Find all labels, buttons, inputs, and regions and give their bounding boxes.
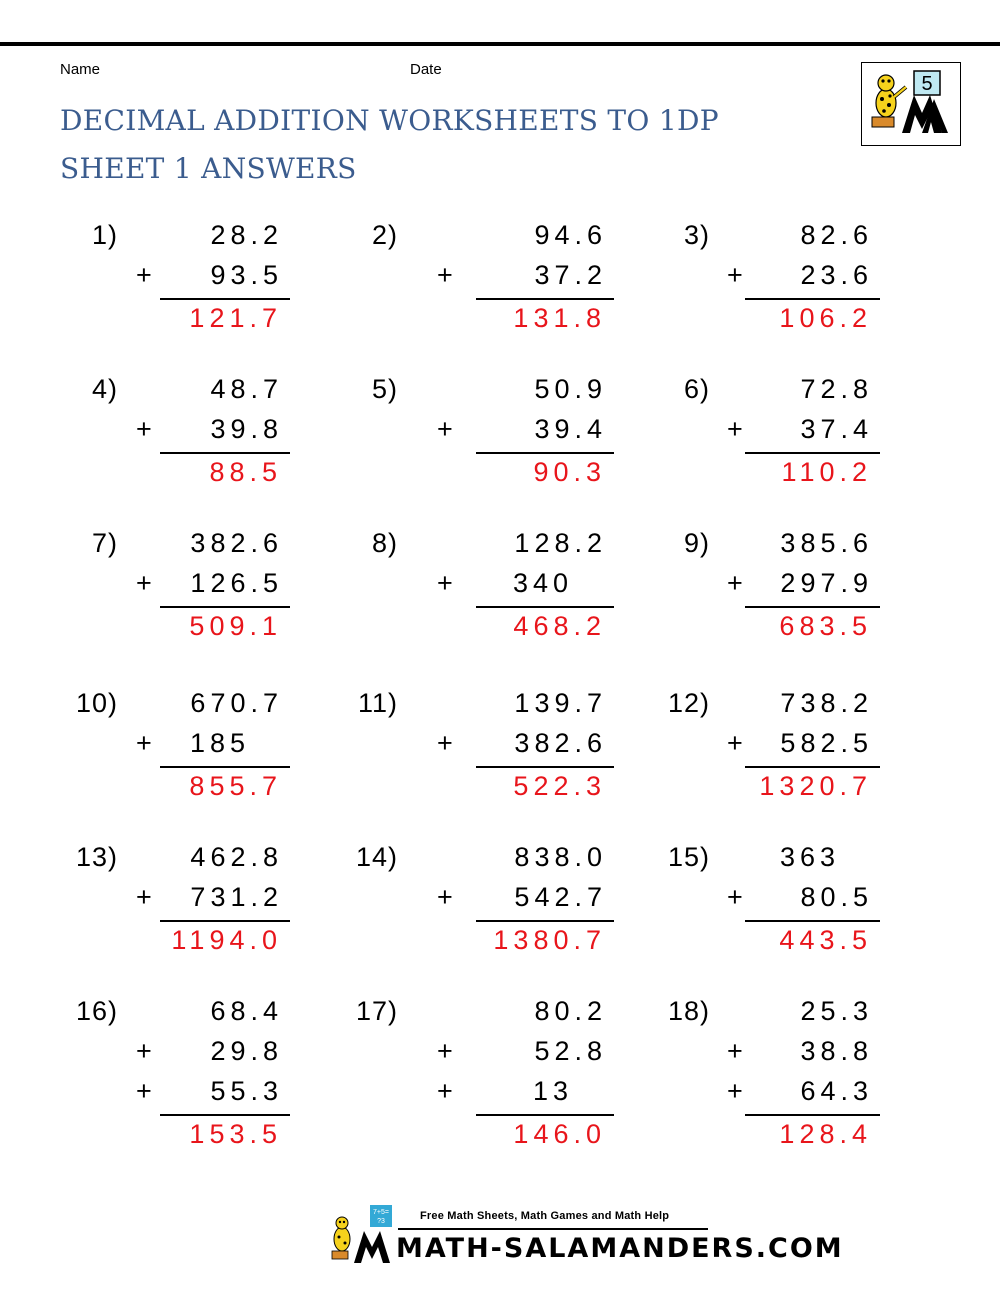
plus-sign: + — [437, 1076, 453, 1106]
footer-tagline: Free Math Sheets, Math Games and Math Help — [420, 1210, 670, 1222]
addend: 39.8 — [210, 414, 283, 444]
answer-rule — [476, 766, 614, 768]
problem-number: 11) — [357, 688, 398, 718]
salamander-logo-icon — [862, 63, 959, 144]
answer: 128.4 — [779, 1119, 872, 1149]
problem-number: 16) — [75, 996, 118, 1026]
answer: 468.2 — [513, 611, 606, 641]
worksheet-subtitle: SHEET 1 ANSWERS — [60, 152, 357, 185]
answer: 1320.7 — [759, 771, 872, 801]
plus-sign: + — [136, 882, 152, 912]
footer-logo — [326, 1203, 398, 1265]
addend: 838.0 — [514, 842, 607, 872]
problem-number: 13) — [75, 842, 118, 872]
addend: 80.2 — [534, 996, 607, 1026]
addend: 68.4 — [210, 996, 283, 1026]
answer-rule — [476, 1114, 614, 1116]
plus-sign: + — [136, 728, 152, 758]
problem-number: 14) — [355, 842, 398, 872]
addend: 93.5 — [210, 260, 283, 290]
addend: 52.8 — [534, 1036, 607, 1066]
answer: 153.5 — [189, 1119, 282, 1149]
footer-brand: MATH-SALAMANDERS.COM — [396, 1233, 844, 1264]
answer: 106.2 — [779, 303, 872, 333]
answer: 121.7 — [189, 303, 282, 333]
answer: 683.5 — [779, 611, 872, 641]
plus-sign: + — [727, 260, 743, 290]
addend: 462.8 — [190, 842, 283, 872]
problem-number: 12) — [667, 688, 710, 718]
answer-rule — [476, 452, 614, 454]
answer-rule — [745, 1114, 880, 1116]
answer-rule — [745, 298, 880, 300]
addend: 28.2 — [210, 220, 283, 250]
problem-number: 15) — [667, 842, 710, 872]
addend: 13 — [533, 1076, 574, 1106]
answer: 110.2 — [781, 457, 872, 487]
problem-number: 1) — [91, 220, 118, 250]
plus-sign: + — [136, 568, 152, 598]
grade-digit: 5 — [921, 73, 933, 95]
answer: 131.8 — [513, 303, 606, 333]
addend: 37.2 — [534, 260, 607, 290]
answer-rule — [160, 298, 290, 300]
plus-sign: + — [727, 728, 743, 758]
addend: 126.5 — [190, 568, 283, 598]
answer: 1380.7 — [493, 925, 606, 955]
svg-text:7+5=: 7+5= — [373, 1209, 389, 1216]
problem-number: 4) — [91, 374, 118, 404]
answer: 509.1 — [189, 611, 282, 641]
answer: 855.7 — [189, 771, 282, 801]
plus-sign: + — [437, 1036, 453, 1066]
problem-number: 18) — [667, 996, 710, 1026]
problem-number: 7) — [91, 528, 118, 558]
plus-sign: + — [437, 728, 453, 758]
answer-rule — [745, 452, 880, 454]
grade-logo — [861, 62, 961, 146]
addend: 297.9 — [780, 568, 873, 598]
answer-rule — [160, 766, 290, 768]
plus-sign: + — [437, 882, 453, 912]
plus-sign: + — [727, 568, 743, 598]
addend: 82.6 — [800, 220, 873, 250]
addend: 48.7 — [210, 374, 283, 404]
plus-sign: + — [136, 414, 152, 444]
answer: 1194.0 — [171, 925, 282, 955]
addend: 64.3 — [800, 1076, 873, 1106]
plus-sign: + — [727, 414, 743, 444]
answer: 443.5 — [779, 925, 872, 955]
plus-sign: + — [437, 414, 453, 444]
addend: 55.3 — [210, 1076, 283, 1106]
addend: 38.8 — [800, 1036, 873, 1066]
answer: 90.3 — [533, 457, 606, 487]
answer-rule — [160, 606, 290, 608]
plus-sign: + — [727, 882, 743, 912]
addend: 542.7 — [514, 882, 607, 912]
addend: 185 — [190, 728, 251, 758]
answer: 88.5 — [209, 457, 282, 487]
plus-sign: + — [437, 568, 453, 598]
plus-sign: + — [727, 1036, 743, 1066]
top-rule — [0, 42, 1000, 46]
plus-sign: + — [136, 1076, 152, 1106]
addend: 72.8 — [800, 374, 873, 404]
problem-number: 3) — [683, 220, 710, 250]
problem-number: 2) — [371, 220, 398, 250]
addend: 385.6 — [780, 528, 873, 558]
addend: 731.2 — [190, 882, 283, 912]
addend: 50.9 — [534, 374, 607, 404]
date-label: Date — [410, 61, 442, 78]
addend: 363 — [780, 842, 841, 872]
footer-rule — [398, 1228, 708, 1230]
addend: 582.5 — [780, 728, 873, 758]
answer-rule — [476, 606, 614, 608]
answer-rule — [476, 298, 614, 300]
addend: 23.6 — [800, 260, 873, 290]
name-label: Name — [60, 61, 101, 78]
addend: 37.4 — [800, 414, 873, 444]
addend: 29.8 — [210, 1036, 283, 1066]
addend: 94.6 — [534, 220, 607, 250]
answer: 522.3 — [513, 771, 606, 801]
problem-number: 6) — [683, 374, 710, 404]
answer-rule — [160, 452, 290, 454]
answer-rule — [160, 1114, 290, 1116]
addend: 382.6 — [190, 528, 283, 558]
problem-number: 17) — [355, 996, 398, 1026]
addend: 382.6 — [514, 728, 607, 758]
addend: 128.2 — [514, 528, 607, 558]
plus-sign: + — [727, 1076, 743, 1106]
problem-number: 9) — [683, 528, 710, 558]
problem-number: 5) — [371, 374, 398, 404]
addend: 39.4 — [534, 414, 607, 444]
answer-rule — [745, 920, 880, 922]
plus-sign: + — [136, 260, 152, 290]
answer-rule — [745, 766, 880, 768]
addend: 670.7 — [190, 688, 283, 718]
problem-number: 8) — [371, 528, 398, 558]
answer-rule — [476, 920, 614, 922]
addend: 25.3 — [800, 996, 873, 1026]
footer-salamander-icon — [326, 1203, 398, 1265]
answer-rule — [745, 606, 880, 608]
addend: 738.2 — [780, 688, 873, 718]
plus-sign: + — [437, 260, 453, 290]
addend: 340 — [513, 568, 574, 598]
svg-text:?3: ?3 — [377, 1218, 385, 1225]
plus-sign: + — [136, 1036, 152, 1066]
addend: 80.5 — [800, 882, 873, 912]
problem-number: 10) — [75, 688, 118, 718]
answer-rule — [160, 920, 290, 922]
worksheet-title: DECIMAL ADDITION WORKSHEETS TO 1DP — [60, 104, 719, 137]
addend: 139.7 — [514, 688, 607, 718]
answer: 146.0 — [513, 1119, 606, 1149]
